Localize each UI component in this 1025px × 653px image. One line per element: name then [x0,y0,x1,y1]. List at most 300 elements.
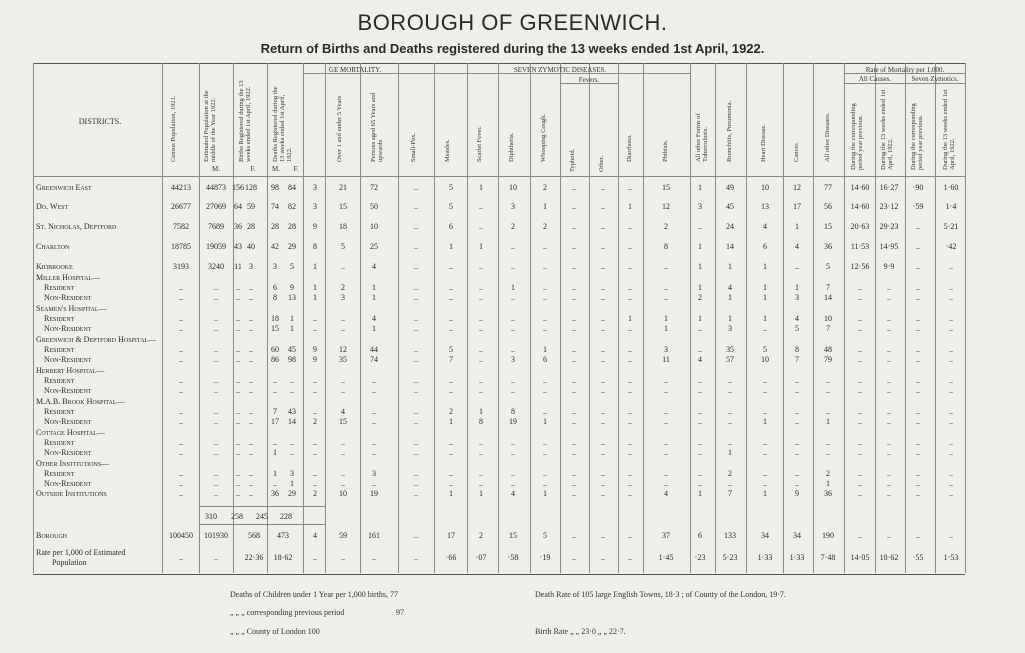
borough-cell: .. [601,531,605,540]
table-cell: 1 [449,242,453,251]
table-cell: .. [628,448,632,457]
table-cell: 12 [793,183,801,192]
table-cell: 1 [728,293,732,302]
table-cell: 77 [824,183,832,192]
table-cell: .. [601,489,605,498]
table-cell: .. [628,355,632,364]
table-cell: .. [858,417,862,426]
table-cell: 1 [763,262,767,271]
row-label: Non-Resident [44,355,92,364]
borough-cell: 100450 [169,531,193,540]
row-label: Non-Resident [44,324,92,333]
table-cell: 9 [290,283,294,292]
table-cell: .. [449,386,453,395]
table-cell: 2 [543,222,547,231]
births-header: Births Registered during the 13 weeks ended 1st April, 1922. [238,80,252,162]
table-cell: .. [290,438,294,447]
table-cell: .. [949,417,953,426]
rate-cell: ·66 [445,553,457,562]
table-cell: .. [249,314,253,323]
table-cell: .. [313,376,317,385]
table-cell: .. [449,448,453,457]
table-cell: .. [249,324,253,333]
rate-cell: 18·62 [879,553,899,562]
table-cell: .. [449,438,453,447]
table-cell: 2 [313,417,317,426]
table-cell: .. [414,324,418,333]
table-cell: 82 [288,202,296,211]
table-cell: 9 [313,222,317,231]
table-cell: .. [414,469,418,478]
row-label: Resident [44,469,75,478]
table-cell: 5 [763,345,767,354]
table-cell: .. [949,355,953,364]
table-cell: .. [698,407,702,416]
table-cell: 13 [288,293,296,302]
table-cell: .. [728,376,732,385]
table-cell: .. [728,438,732,447]
table-cell: .. [664,479,668,488]
table-cell: .. [236,386,240,395]
table-cell: .. [179,386,183,395]
table-cell: .. [479,345,483,354]
table-cell: .. [341,386,345,395]
f-header: F. [250,165,256,173]
rate-cell: ·58 [507,553,519,562]
table-cell: .. [449,314,453,323]
table-cell: .. [763,438,767,447]
cancer-header: Cancer. [793,142,800,162]
table-cell: .. [313,469,317,478]
table-cell: .. [763,324,767,333]
row-label: Resident [44,283,75,292]
table-cell: .. [414,262,418,271]
table-cell: .. [449,376,453,385]
table-cell: 1 [479,242,483,251]
table-cell: .. [858,324,862,333]
table-cell: .. [511,345,515,354]
table-cell: 18785 [171,242,191,251]
rate-cell: ·55 [912,553,924,562]
table-cell: .. [179,345,183,354]
table-cell: .. [826,386,830,395]
table-cell: 1 [763,417,767,426]
table-cell: .. [179,283,183,292]
diarrhoea-header: Diarrhoea. [626,134,633,162]
table-cell: .. [179,355,183,364]
table-cell: .. [601,438,605,447]
table-cell: .. [858,448,862,457]
table-cell: .. [214,438,218,447]
table-cell: 10 [339,489,347,498]
table-cell: .. [826,376,830,385]
zymotic-group-header: SEVEN ZYMOTIC DISEASES. [513,66,607,74]
table-cell: .. [414,345,418,354]
table-cell: 2 [313,489,317,498]
table-cell: 1 [698,314,702,323]
smallpox-header: Small-Pox. [410,132,417,162]
table-cell: .. [795,386,799,395]
table-cell: 1 [628,314,632,323]
table-cell: .. [887,345,891,354]
table-cell: 1 [372,283,376,292]
table-cell: 8 [273,293,277,302]
table-cell: .. [916,293,920,302]
table-cell: 10 [824,314,832,323]
table-cell: .. [572,448,576,457]
rate-cell: 22·36 [244,553,264,562]
table-cell: .. [313,314,317,323]
table-cell: .. [601,183,605,192]
table-cell: .. [313,386,317,395]
table-cell: .. [664,438,668,447]
table-cell: .. [414,314,418,323]
table-cell: .. [414,222,418,231]
table-cell: 86 [271,355,279,364]
table-cell: 23·12 [879,202,899,211]
table-cell: .. [372,438,376,447]
over1-header: Over 1 and under 5 Years [336,95,343,162]
table-cell: 8 [479,417,483,426]
table-cell: .. [763,376,767,385]
table-cell: 50 [370,202,378,211]
table-cell: .. [628,262,632,271]
rate-cell: 1·33 [789,553,805,562]
table-cell: 29 [288,242,296,251]
table-cell: 1 [273,469,277,478]
table-cell: .. [572,376,576,385]
section-label: Greenwich & Deptford Hospital— [36,335,157,344]
table-cell: .. [572,324,576,333]
whooping-header: Whooping Cough. [540,113,547,162]
table-cell: 1·60 [943,183,959,192]
table-cell: .. [341,324,345,333]
table-cell: 7582 [173,222,189,231]
table-cell: 3 [372,469,376,478]
table-cell: .. [414,479,418,488]
table-cell: 3 [313,202,317,211]
table-cell: .. [236,489,240,498]
rate-cell: ·23 [694,553,706,562]
table-cell: .. [949,489,953,498]
table-cell: .. [479,355,483,364]
table-cell: .. [341,376,345,385]
table-cell: 12 [662,202,670,211]
typhoid-header: Typhoid. [569,148,576,172]
row-label: Outside Institutions [36,489,107,498]
borough-cell: 473 [277,531,289,540]
table-cell: .. [728,479,732,488]
rate-group-header: Rate of Mortality per 1,000. [865,66,945,74]
table-cell: .. [214,345,218,354]
table-cell: .. [479,314,483,323]
table-cell: .. [628,324,632,333]
table-cell: .. [572,262,576,271]
table-cell: .. [601,417,605,426]
table-cell: 10 [370,222,378,231]
mortality-group-header: GE MORTALITY. [328,66,382,74]
table-cell: .. [916,376,920,385]
table-cell: .. [572,345,576,354]
table-cell: .. [414,293,418,302]
table-cell: 3 [511,355,515,364]
table-cell: .. [511,448,515,457]
table-cell: .. [795,469,799,478]
table-cell: .. [479,479,483,488]
table-cell: .. [313,407,317,416]
table-cell: .. [572,183,576,192]
table-cell: 2 [341,283,345,292]
table-cell: 29·23 [879,222,899,231]
birth-rate-note: Birth Rate „ „ 23·0 „ „ 22·7. [535,627,626,636]
table-cell: 4 [728,283,732,292]
table-cell: 1 [628,202,632,211]
rate-cell: .. [572,553,576,562]
table-cell: .. [543,438,547,447]
table-cell: .. [664,417,668,426]
table-cell: .. [543,469,547,478]
infant-mortality-london-note: „ „ „ County of London 100 [230,627,320,636]
table-cell: .. [372,417,376,426]
table-cell: 19059 [206,242,226,251]
table-cell: .. [949,293,953,302]
table-cell: .. [236,324,240,333]
table-cell: 35 [726,345,734,354]
table-cell: 1 [543,417,547,426]
table-cell: 27069 [206,202,226,211]
rate-label: Rate per 1,000 of Estimated [36,548,126,557]
table-cell: .. [601,202,605,211]
borough-cell: .. [916,531,920,540]
table-cell: .. [273,386,277,395]
table-cell: .. [313,479,317,488]
table-cell: 5 [795,324,799,333]
rate-13w1-header: During the 13 weeks ended 1st April, 1922. [880,89,894,170]
table-cell: .. [601,386,605,395]
subtotal-rule [199,524,325,525]
row-label: Non-Resident [44,479,92,488]
table-cell: .. [698,469,702,478]
table-cell: .. [628,345,632,354]
table-cell: 36 [271,489,279,498]
table-cell: .. [949,324,953,333]
table-cell: .. [916,469,920,478]
table-cell: 4 [372,314,376,323]
table-cell: 36 [824,242,832,251]
table-cell: 8 [313,242,317,251]
rate-cell: .. [414,553,418,562]
table-cell: .. [249,345,253,354]
table-cell: .. [858,469,862,478]
table-cell: 1 [479,407,483,416]
table-cell: 26677 [171,202,191,211]
table-cell: .. [664,262,668,271]
subtotal-rule [199,506,325,507]
table-cell: .. [887,407,891,416]
table-cell: .. [698,376,702,385]
table-cell: .. [214,469,218,478]
table-cell: 24 [726,222,734,231]
table-cell: .. [511,469,515,478]
table-cell: 14·60 [850,202,870,211]
table-cell: .. [572,222,576,231]
table-cell: 5 [449,202,453,211]
table-cell: .. [449,262,453,271]
table-cell: 156 [232,183,244,192]
table-cell: .. [664,469,668,478]
table-cell: .. [763,407,767,416]
table-cell: .. [414,376,418,385]
table-cell: .. [601,314,605,323]
table-cell: .. [214,489,218,498]
table-cell: 64 [234,202,242,211]
table-cell: .. [511,242,515,251]
table-cell: .. [728,417,732,426]
table-cell: .. [601,376,605,385]
row-label: St. Nicholas, Deptford [36,222,117,231]
table-cell: 74 [370,355,378,364]
table-cell: 11 [662,355,670,364]
deaths-header: Deaths Registered during the 13 weeks ended 1st April, 1922. [272,86,293,162]
table-cell: 8 [664,242,668,251]
table-cell: .. [572,417,576,426]
table-cell: .. [572,293,576,302]
table-cell: 3 [290,469,294,478]
table-cell: .. [826,438,830,447]
table-cell: .. [341,448,345,457]
table-cell: .. [543,242,547,251]
table-cell: 2 [728,469,732,478]
rate-cell: .. [601,553,605,562]
scarlet-header: Scarlet Fever. [476,126,483,162]
table-cell: .. [572,242,576,251]
table-cell: 3 [341,293,345,302]
table-cell: .. [214,386,218,395]
rate-cell: 7·48 [820,553,836,562]
table-cell: .. [858,293,862,302]
row-label: Do. West [36,202,69,211]
table-cell: .. [313,438,317,447]
table-cell: .. [179,324,183,333]
table-cell: .. [179,479,183,488]
table-cell: 5 [290,262,294,271]
table-cell: 1 [313,293,317,302]
table-cell: 49 [726,183,734,192]
table-cell: .. [479,262,483,271]
table-cell: .. [543,479,547,488]
table-cell: .. [887,355,891,364]
table-cell: .. [916,314,920,323]
diphtheria-header: Diphtheria. [508,132,515,162]
page-title: BOROUGH OF GREENWICH. [357,10,668,35]
table-cell: .. [543,386,547,395]
table-cell: 4 [698,355,702,364]
table-cell: .. [273,479,277,488]
table-cell: .. [728,386,732,395]
table-cell: 42 [271,242,279,251]
estimated-header: Estimated Population at the middle of the Year 1922. [203,90,217,162]
table-cell: 4 [763,222,767,231]
borough-cell: 568 [248,531,260,540]
table-cell: 3 [728,324,732,333]
table-cell: .. [511,386,515,395]
table-cell: 8 [511,407,515,416]
table-cell: .. [249,283,253,292]
table-cell: 3 [698,202,702,211]
table-cell: 6 [763,242,767,251]
measles-header: Measles. [444,139,451,162]
borough-cell: 34 [761,531,769,540]
table-cell: 14 [288,417,296,426]
table-cell: .. [313,448,317,457]
table-cell: .. [601,355,605,364]
table-cell: 45 [726,202,734,211]
table-cell: .. [601,222,605,231]
table-cell: .. [572,469,576,478]
table-cell: 13 [761,202,769,211]
table-cell: 1 [795,222,799,231]
table-cell: .. [664,407,668,416]
table-cell: 15 [339,202,347,211]
table-cell: 17 [271,417,279,426]
table-cell: .. [601,324,605,333]
table-cell: .. [479,324,483,333]
table-cell: 2 [698,293,702,302]
table-cell: .. [916,324,920,333]
borough-cell: 161 [368,531,380,540]
table-cell: .. [949,345,953,354]
m-header: M. [272,165,280,173]
table-cell: .. [628,438,632,447]
borough-cell: 34 [793,531,801,540]
table-cell: 14·95 [879,242,899,251]
table-cell: 7 [449,355,453,364]
all-causes-header: All Causes. [858,75,892,83]
table-cell: .. [858,345,862,354]
table-cell: .. [795,438,799,447]
table-cell: 9 [313,355,317,364]
table-cell: .. [858,376,862,385]
table-cell: .. [236,355,240,364]
table-cell: 6 [543,355,547,364]
table-cell: 74 [271,202,279,211]
table-cell: 25 [370,242,378,251]
table-cell: .. [511,324,515,333]
table-cell: 16·27 [879,183,899,192]
borough-cell: .. [414,531,418,540]
table-cell: .. [664,386,668,395]
table-cell: .. [916,242,920,251]
table-cell: .. [249,386,253,395]
table-cell: 45 [288,345,296,354]
table-cell: .. [698,324,702,333]
table-cell: .. [601,242,605,251]
section-label: M.A.B. Brook Hospital— [36,397,125,406]
borough-cell: .. [949,531,953,540]
table-cell: .. [572,438,576,447]
column-rule [33,63,34,573]
table-cell: .. [628,242,632,251]
rate-cell: 5·23 [722,553,738,562]
table-cell: .. [372,479,376,488]
table-cell: .. [511,262,515,271]
table-cell: 1 [698,262,702,271]
table-cell: 15 [339,417,347,426]
table-cell: .. [664,293,668,302]
table-cell: .. [628,183,632,192]
borough-cell: .. [628,531,632,540]
table-cell: .. [449,479,453,488]
